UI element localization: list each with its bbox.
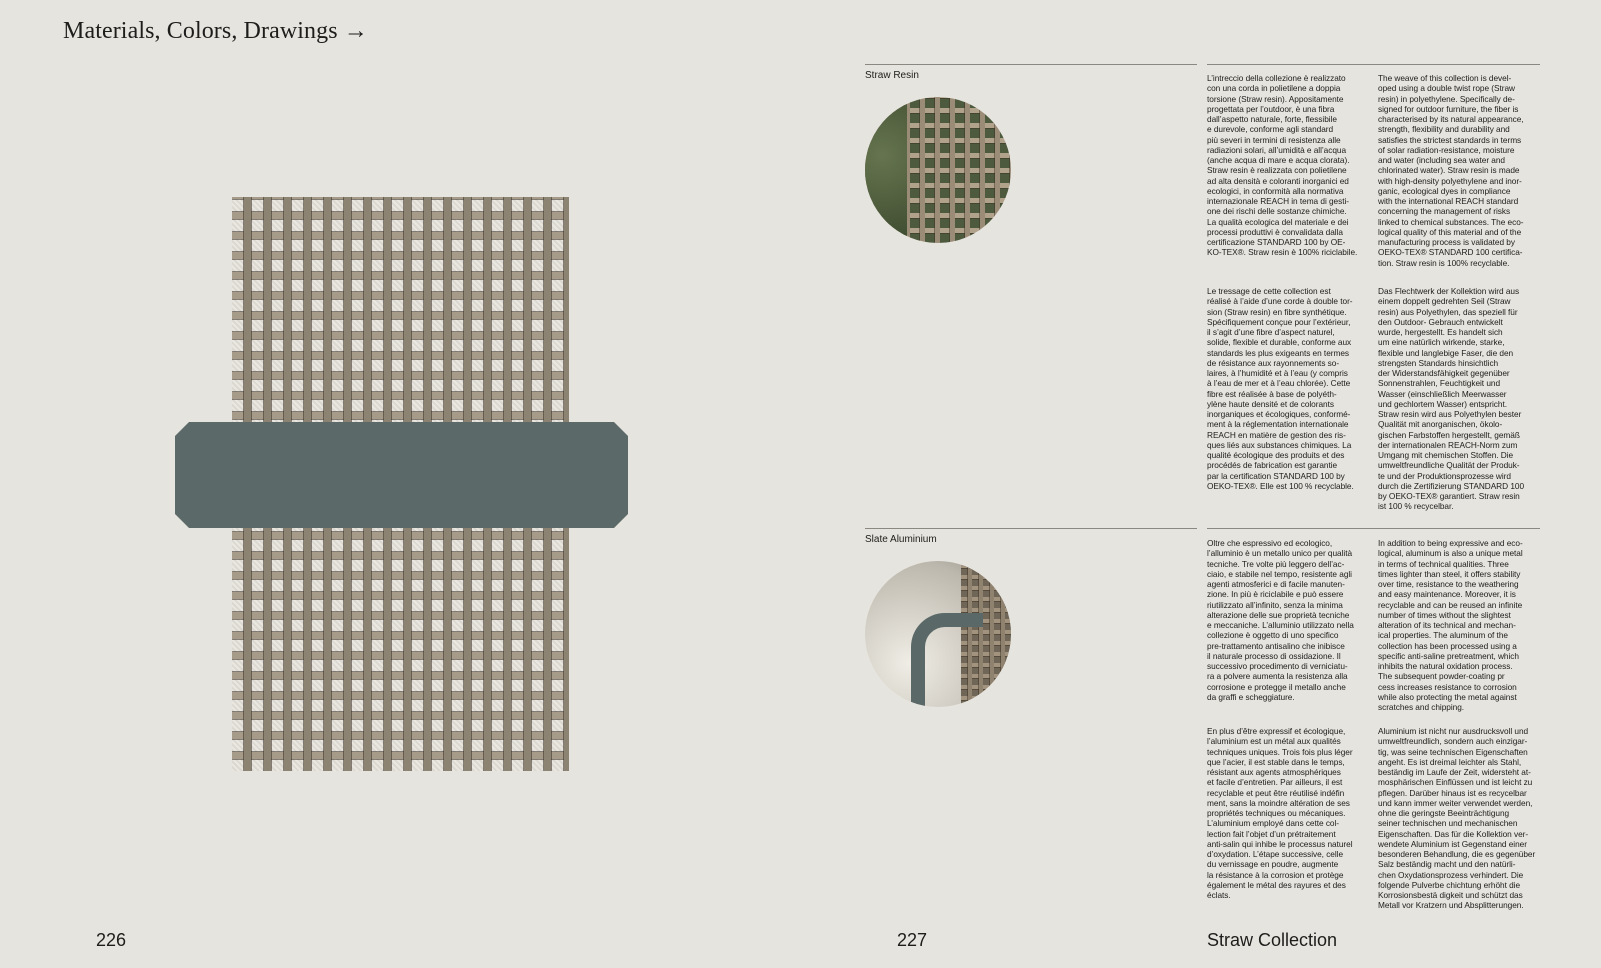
page-number-left: 226: [96, 930, 127, 950]
text-straw-resin-it: L’intreccio della collezione è realizzato con una corda in polietilene a doppia torsione (Straw resin). Appositamente progettata per l’outdoor, è una fibra dall’aspetto naturale, forte, flessibile e durevole, conforme agli standard più severi in termini di resistenza alle radiazioni solari, all’umidità e all’acqua (anche acqua di mare e acqua clorata). Straw resin è realizzata con polietilene ad alta densità e coloranti inorganici ed ecologici, in conformità alla normativa internazionale REACH in tema di gesti- one dei rischi delle sostanze chimiche. La qualità ecologica del materiale e dei processi produttivi è convalidata dalla certificazione STANDARD 100 by OE- KO-TEX®. Straw resin è 100% riciclabile.: [1207, 73, 1358, 258]
page-number-right: 227: [897, 930, 928, 950]
text-straw-resin-de: Das Flechtwerk der Kollektion wird aus einem doppelt gedrehten Seil (Straw resin) aus Polyethylen, das speziell für den Outdoor- Gebrauch entwickelt wurde, hergestellt. Es handelt sich um eine natürlich wirkende, starke, flexible und langlebige Faser, die den strengsten Standards hinsichtlich der Widerstandsfähigkeit gegenüber Sonnenstrahlen, Feuchtigkeit und Wasser (einschließlich Meerwasser und gechlortem Wasser) entspricht. Straw resin wird aus Polyethylen bester Qualität mit anorganischen, ökolo- gischen Farbstoffen hergestellt, gemäß der internationalen REACH-Norm zum Umgang mit chemischen Stoffen. Die umweltfreundliche Qualität der Produk- te und der Produktionsprozesse wird durch die Zertifizierung STANDARD 100 by OEKO-TEX® garantiert. Straw resin ist 100 % recycelbar.: [1378, 286, 1525, 512]
text-slate-aluminium-fr: En plus d’être expressif et écologique, l’aluminium est un métal aux qualités techniques uniques. Trois fois plus léger que l’acier, il est stable dans le temps, résistant aux agents atmosphériques et facile d’entretien. Par ailleurs, il est recyclable et peut être réutilisé indéfin ment, sans la moindre altération de ses propriétés techniques ou mécaniques. L’aluminium employé dans cette col- lection fait l’objet d’un prétraitement anti-salin qui inhibe le processus naturel d’oxydation. L’étape successive, celle du vernissage en poudre, augmente la résistance à la corrosion et protège également le métal des rayures et des éclats.: [1207, 726, 1353, 900]
page-title: Materials, Colors, Drawings →: [63, 18, 368, 44]
section-divider: [865, 64, 1197, 65]
straw-resin-thumbnail: [865, 97, 1011, 243]
material-swatch: [175, 197, 628, 771]
text-straw-resin-en: The weave of this collection is devel- oped using a double twist rope (Straw resin) in polyethylene. Specifically de- signed for outdoor furniture, the fiber is characterised by its natural appearance, strength, flexibility and durability and satisfies the strictest standards in terms of solar radiation-resistance, moisture and water (including sea water and chlorinated water). Straw resin is made with high-density polyethylene and inor- ganic, ecological dyes in compliance with the international REACH standard concerning the management of risks linked to chemical substances. The eco- logical quality of this material and of the manufacturing process is validated by OEKO-TEX® STANDARD 100 certifica- tion. Straw resin is 100% recyclable.: [1378, 73, 1524, 268]
collection-name: Straw Collection: [1207, 930, 1338, 950]
text-straw-resin-fr: Le tressage de cette collection est réalisé à l’aide d’une corde à double tor- sion (Straw resin) en fibre synthétique. Spécifiquement conçue pour l’extérieur, il s’agit d’une fibre d’aspect naturel, solide, flexible et durable, conforme aux standards les plus exigeants en termes de résistance aux rayonnements so- laires, à l’humidité et à l’eau (y compris à l’eau de mer et à l’eau chlorée). Cette fibre est réalisée à base de polyéth- ylène haute densité et de colorants inorganiques et écologiques, conformé- ment à la réglementation internationale REACH en matière de gestion des ris- ques liés aux substances chimiques. La qualité écologique des produits et des procédés de fabrication est garantie par la certification STANDARD 100 by OEKO-TEX®. Elle est 100 % recyclable.: [1207, 286, 1354, 491]
material-label-straw-resin: Straw Resin: [865, 70, 919, 81]
section-divider: [1207, 64, 1540, 65]
slate-aluminium-swatch: [175, 422, 628, 528]
text-slate-aluminium-en: In addition to being expressive and eco- logical, aluminum is also a unique metal in terms of technical qualities. Three times lighter than steel, it offers stability over time, resistance to the weathering and easy maintenance. Moreover, it is recyclable and can be reused an infinite number of times without the slightest alteration of its technical and mechan- ical properties. The aluminum of the collection has been processed using a specific anti-saline pretreatment, which inhibits the natural oxidation process. The subsequent powder-coating pr cess increases resistance to corrosion while also protecting the metal against scratches and chipping.: [1378, 538, 1523, 712]
slate-aluminium-thumbnail: [865, 561, 1011, 707]
material-label-slate-aluminium: Slate Aluminium: [865, 534, 937, 545]
text-slate-aluminium-de: Aluminium ist nicht nur ausdrucksvoll und umweltfreundlich, sondern auch einzigar- tig, was seine technischen Eigenschaften angeht. Es ist dreimal leichter als Stahl, beständig im Laufe der Zeit, widersteht at- mosphärischen Einflüssen und ist leicht zu pflegen. Darüber hinaus ist es recycelbar und kann immer weiter verwendet werden, ohne die geringste Beeinträchtigung seiner technischen und mechanischen Eigenschaften. Das für die Kollektion ver- wendete Aluminium ist Gegenstand einer besonderen Behandlung, die es gegenüber Salz beständig macht und den natürli- chen Oxydationsprozess verhindert. Die folgende Pulverbe chichtung erhöht die Korrosionsbestä digkeit und schützt das Metall vor Kratzern und Absplitterungen.: [1378, 726, 1536, 911]
section-divider: [865, 528, 1197, 529]
text-slate-aluminium-it: Oltre che espressivo ed ecologico, l’alluminio è un metallo unico per qualità tecniche. Tre volte più leggero dell’ac- ciaio, e stabile nel tempo, resistente agli agenti atmosferici e di facile manuten- zione. In più è riciclabile e può essere riutilizzato all’infinito, senza la minima alterazione delle sue proprietà tecniche e meccaniche. L’alluminio utilizzato nella collezione è oggetto di uno specifico pre-trattamento antisalino che inibisce il naturale processo di ossidazione. Il successivo procedimento di verniciatu- ra a polvere aumenta la resistenza alla corrosione e protegge il metallo anche da graffi e scheggiature.: [1207, 538, 1354, 702]
section-divider: [1207, 528, 1540, 529]
